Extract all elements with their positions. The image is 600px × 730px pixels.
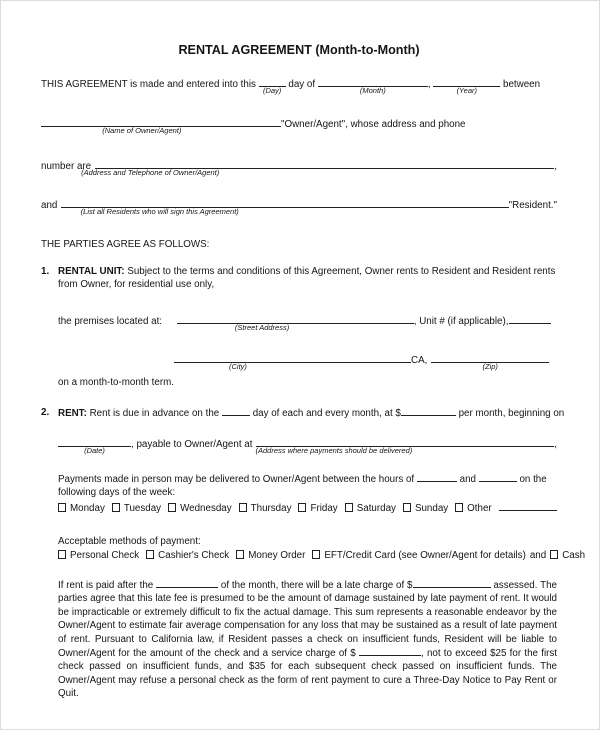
year-blank[interactable] — [433, 77, 500, 95]
text-segment: Payments made in person may be delivered to Owner/Agent between the hours of — [58, 473, 415, 485]
checkbox-personal-check[interactable] — [58, 549, 139, 562]
zip-field-label: (Zip) — [482, 362, 498, 372]
rent-day-blank[interactable] — [222, 406, 250, 416]
checkbox-label: Other — [467, 502, 492, 514]
text-segment: number are — [41, 160, 92, 172]
text-segment: between — [503, 79, 541, 90]
checkbox-label: Sunday — [414, 502, 449, 514]
text-segment: "Resident." — [508, 200, 557, 212]
text-segment: , — [554, 160, 557, 172]
checkbox-label: Monday — [70, 502, 105, 514]
text-segment: "Owner/Agent", whose address and phone — [281, 119, 466, 131]
text-segment: CA, — [411, 355, 428, 367]
late-day-blank[interactable] — [156, 578, 218, 588]
text-segment: per month, beginning on — [458, 408, 565, 420]
owner-address-line — [41, 159, 557, 177]
hours-from-blank[interactable] — [417, 472, 457, 482]
checkbox-monday[interactable] — [58, 502, 105, 515]
text-segment: THIS AGREEMENT is made and entered into this — [41, 79, 256, 90]
checkbox-label: Wednesday — [180, 502, 232, 514]
checkbox-icon — [146, 550, 154, 559]
residents-field-label: (List all Residents who will sign this Agreement) — [80, 207, 239, 217]
late-charge-blank[interactable] — [413, 578, 491, 588]
text-segment: day of each and every month, at $ — [252, 408, 401, 420]
term-line: on a month-to-month term. — [58, 376, 174, 388]
checkbox-label: Friday — [310, 502, 338, 514]
checkbox-icon — [550, 550, 558, 559]
checkbox-label: Tuesday — [123, 502, 162, 514]
section-2-number: 2. — [41, 407, 50, 419]
street-address-blank[interactable] — [177, 314, 414, 332]
payment-hours-paragraph — [41, 472, 557, 500]
text-segment: , — [554, 439, 557, 451]
text-segment: , Unit # (if applicable), — [413, 315, 509, 327]
section-2-heading: RENT: — [58, 408, 87, 420]
checkbox-label: Saturday — [356, 502, 396, 514]
checkbox-icon — [312, 550, 320, 559]
date-blank[interactable] — [58, 437, 131, 456]
text-segment: of the month, there will be a late charge of $ — [220, 579, 413, 591]
checkbox-icon — [112, 503, 120, 512]
checkbox-cashiers-check[interactable] — [146, 549, 229, 562]
day-field-label: (Day) — [262, 86, 282, 95]
text-segment: on the following days of the week: — [58, 473, 547, 499]
checkbox-icon — [455, 503, 463, 512]
date-field-label: (Date) — [84, 446, 105, 456]
checkbox-other-day[interactable] — [455, 502, 492, 515]
checkbox-cash[interactable] — [550, 549, 585, 562]
service-charge-blank[interactable] — [359, 646, 421, 656]
other-days-blank[interactable] — [499, 501, 557, 511]
checkbox-icon — [168, 503, 176, 512]
owner-address-blank[interactable] — [81, 159, 554, 177]
text-segment: and — [529, 549, 547, 561]
payment-address-field-label: (Address where payments should be delivered) — [255, 446, 413, 456]
document-title: RENTAL AGREEMENT (Month-to-Month) — [178, 43, 420, 57]
owner-address-field-label: (Address and Telephone of Owner/Agent) — [81, 167, 220, 177]
month-field-label: (Month) — [359, 86, 386, 95]
checkbox-wednesday[interactable] — [168, 502, 232, 515]
payment-methods-heading: Acceptable methods of payment: — [58, 536, 201, 548]
text-segment: Rent is due in advance on the — [89, 408, 220, 420]
checkbox-label: EFT/Credit Card (see Owner/Agent for details) — [324, 549, 526, 561]
year-field-label: (Year) — [456, 86, 477, 95]
owner-name-line — [41, 117, 557, 136]
residents-blank[interactable] — [61, 198, 508, 217]
section-1-heading: RENTAL UNIT: — [58, 266, 125, 278]
checkbox-thursday[interactable] — [239, 502, 292, 515]
text-segment: , not to exceed $25 for the first check passed on insufficient funds, and $35 for each subsequent check passed on insufficient funds. The Owner/Agent may refuse a personal check as the form of rent payment to cure a Three-Day Notice to Pay Rent or Quit. — [58, 647, 558, 700]
days-of-week-row — [41, 501, 557, 515]
rent-amount-blank[interactable] — [401, 406, 456, 416]
zip-blank[interactable] — [431, 353, 549, 372]
day-blank[interactable] — [259, 77, 286, 95]
checkbox-label: Cash — [562, 549, 586, 561]
checkbox-label: Cashier's Check — [158, 549, 230, 561]
text-segment: day of — [288, 79, 316, 90]
section-1-body: Subject to the terms and conditions of this Agreement, Owner rents to Resident and Resident rents from Owner, for residential use only, — [58, 266, 556, 291]
text-segment: , payable to Owner/Agent at — [131, 439, 253, 451]
checkbox-icon — [236, 550, 244, 559]
residents-line — [41, 198, 557, 217]
late-fee-paragraph — [41, 578, 557, 701]
street-address-field-label: (Street Address) — [234, 322, 290, 332]
checkbox-tuesday[interactable] — [112, 502, 161, 515]
text-segment: assessed. The parties agree that this late fee is presumed to be the amount of damage sustained by late payment of rent. It would be impracticable or extremely difficult to fix the actual damage. This sum represents a reasonable endeavor by the Owner/Agent to estimate fair average compensation for any loss that may be sustained as a result of late payment of rent. Pursuant to California law, if Resident passes a check on insufficient funds, Resident will be liable to Owner/Agent for the amount of the check and a service charge of $ — [58, 579, 557, 659]
checkbox-eft-credit-card[interactable] — [312, 549, 525, 562]
unit-blank[interactable] — [509, 314, 551, 324]
checkbox-label: Thursday — [250, 502, 292, 514]
checkbox-saturday[interactable] — [345, 502, 396, 515]
checkbox-icon — [239, 503, 247, 512]
hours-to-blank[interactable] — [479, 472, 517, 482]
premises-line — [41, 314, 557, 332]
checkbox-icon — [58, 550, 66, 559]
checkbox-icon — [298, 503, 306, 512]
section-2-rent — [41, 406, 565, 420]
intro-line-date — [41, 77, 557, 95]
checkbox-sunday[interactable] — [403, 502, 448, 515]
rent-start-line — [41, 437, 557, 456]
city-line — [41, 353, 557, 372]
payment-address-blank[interactable] — [255, 437, 554, 456]
text-segment: and — [459, 473, 476, 485]
checkbox-label: Money Order — [248, 549, 306, 561]
checkbox-icon — [58, 503, 66, 512]
city-blank[interactable] — [174, 353, 411, 372]
document-content — [41, 1, 586, 701]
section-1-rental-unit — [41, 265, 557, 292]
text-segment: , — [427, 79, 431, 90]
owner-name-blank[interactable] — [41, 117, 281, 136]
checkbox-friday[interactable] — [298, 502, 337, 515]
month-blank[interactable] — [318, 77, 428, 95]
checkbox-label: Personal Check — [70, 549, 140, 561]
text-segment: and — [41, 200, 58, 212]
checkbox-icon — [345, 503, 353, 512]
checkbox-money-order[interactable] — [236, 549, 305, 562]
section-1-number: 1. — [41, 266, 50, 278]
owner-name-field-label: (Name of Owner/Agent) — [102, 126, 182, 136]
payment-methods-row — [41, 549, 586, 562]
checkbox-icon — [403, 503, 411, 512]
agreement-heading: THE PARTIES AGREE AS FOLLOWS: — [41, 238, 210, 250]
text-segment: If rent is paid after the — [58, 579, 154, 591]
text-segment: the premises located at: — [58, 315, 163, 327]
city-field-label: (City) — [229, 362, 247, 372]
